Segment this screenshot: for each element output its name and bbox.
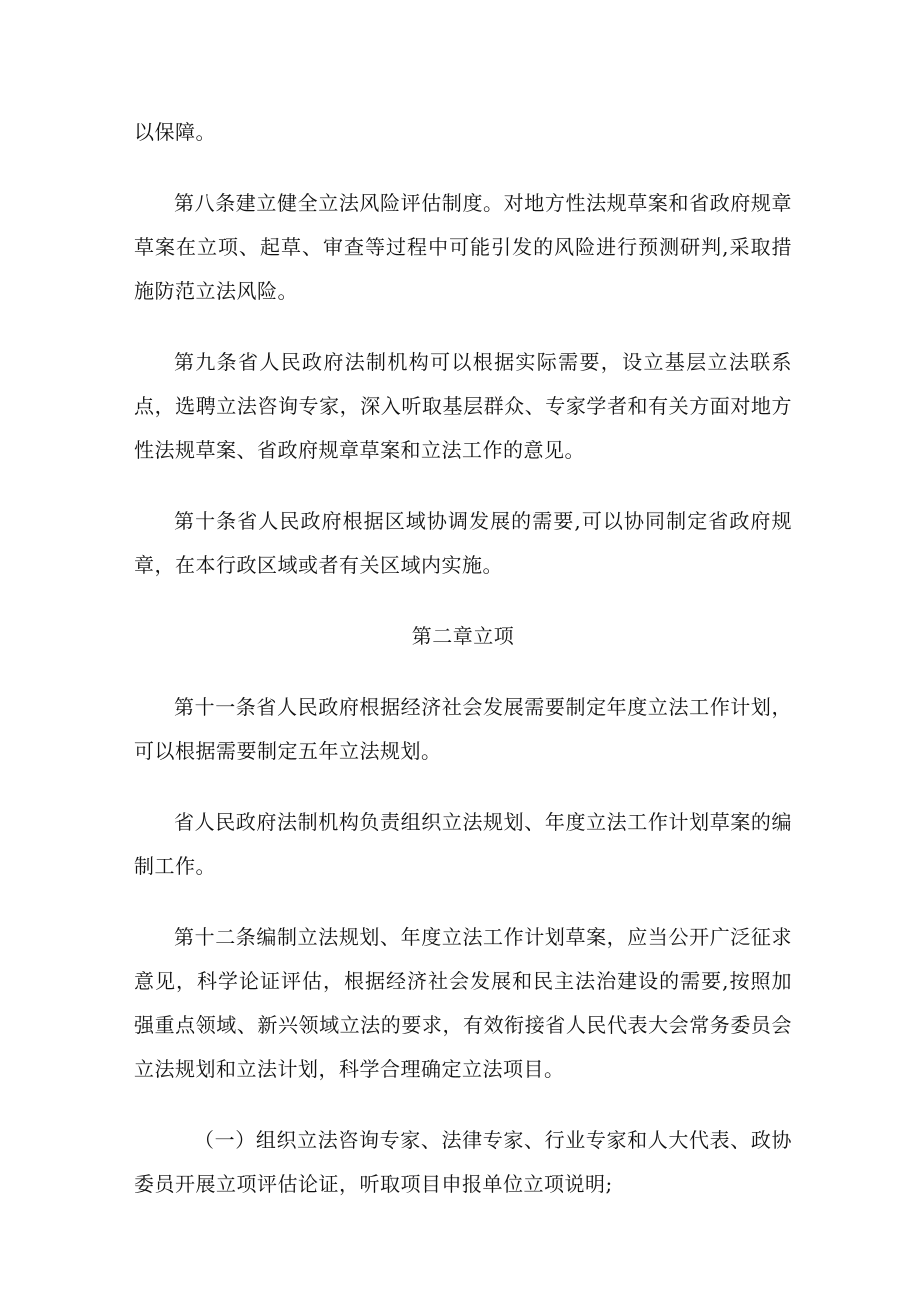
article-12-item-1: （一）组织立法咨询专家、法律专家、行业专家和人大代表、政协委员开展立项评估论证，听取项目申报单位立项说明; bbox=[134, 1128, 792, 1196]
article-10: 第十条省人民政府根据区域协调发展的需要,可以协同制定省政府规章，在本行政区域或者有关区域内实施。 bbox=[134, 509, 792, 577]
article-12: 第十二条编制立法规划、年度立法工作计划草案，应当公开广泛征求意见，科学论证评估，根据经济社会发展和民主法治建设的需要,按照加强重点领域、新兴领域立法的要求，有效衔接省人民代表大会常务委员会立法规划和立法计划，科学合理确定立法项目。 bbox=[134, 925, 792, 1081]
paragraph-continuation: 以保障。 bbox=[134, 120, 216, 144]
article-9: 第九条省人民政府法制机构可以根据实际需要，设立基层立法联系点，选聘立法咨询专家，深入听取基层群众、专家学者和有关方面对地方性法规草案、省政府规章草案和立法工作的意见。 bbox=[134, 350, 792, 462]
document-body bbox=[134, 110, 792, 1233]
article-8: 第八条建立健全立法风险评估制度。对地方性法规草案和省政府规章草案在立项、起草、审查等过程中可能引发的风险进行预测研判,采取措施防范立法风险。 bbox=[134, 191, 792, 303]
article-11: 第十一条省人民政府根据经济社会发展需要制定年度立法工作计划，可以根据需要制定五年立法规划。 bbox=[134, 695, 792, 763]
article-11-paragraph-2: 省人民政府法制机构负责组织立法规划、年度立法工作计划草案的编制工作。 bbox=[134, 810, 792, 878]
chapter-heading: 第二章立项 bbox=[411, 624, 515, 648]
